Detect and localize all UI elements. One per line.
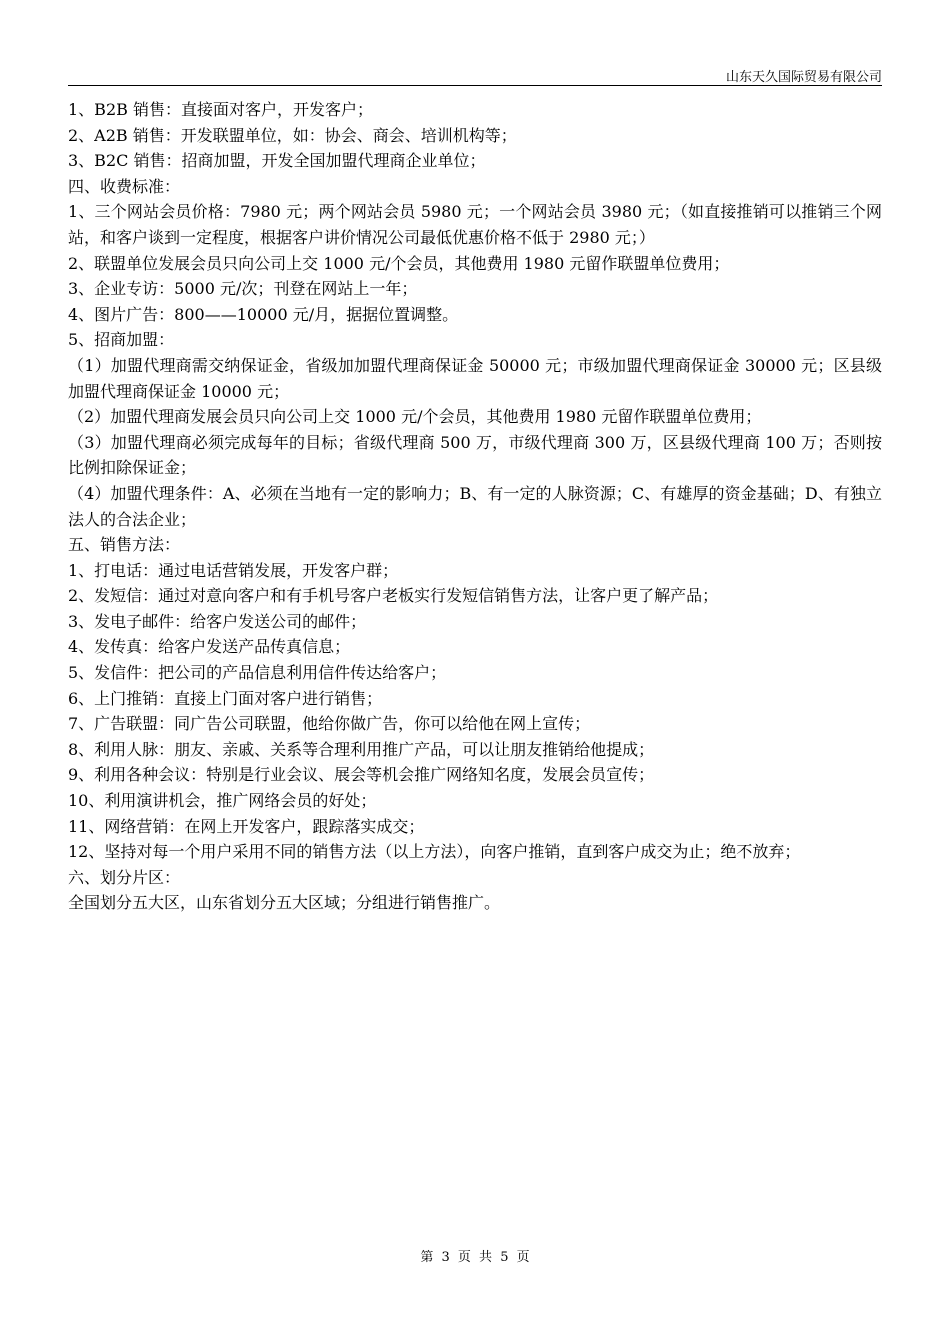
paragraph: 2、发短信：通过对意向客户和有手机号客户老板实行发短信销售方法，让客户更了解产品；: [68, 586, 719, 606]
paragraph: 1、B2B 销售：直接面对客户，开发客户；: [68, 100, 373, 119]
paragraph: （2）加盟代理商发展会员只向公司上交 1000 元/个会员，其他费用 1980 元留作联盟单位费用；: [68, 407, 762, 427]
paragraph: 5、发信件：把公司的产品信息利用信件传达给客户；: [68, 663, 447, 683]
paragraph: （1）加盟代理商需交纳保证金，省级加加盟代理商保证金 50000 元；市级加盟代理商保证金 30000 元；区县级加盟代理商保证金 10000 元；: [68, 355, 882, 401]
paragraph: 11、网络营销：在网上开发客户，跟踪落实成交；: [68, 816, 425, 836]
paragraph: 8、利用人脉：朋友、亲戚、关系等合理利用推广产品，可以让朋友推销给他提成；: [68, 739, 655, 759]
paragraph: 10、利用演讲机会，推广网络会员的好处；: [68, 791, 377, 811]
paragraph: （4）加盟代理条件：A、必须在当地有一定的影响力；B、有一定的人脉资源；C、有雄厚的资金基础；D、有独立法人的合法企业；: [68, 483, 882, 529]
section-heading: 六、划分片区：: [68, 867, 181, 887]
section-heading: 四、收费标准：: [68, 176, 181, 196]
paragraph: 5、招商加盟：: [68, 330, 175, 350]
paragraph: 3、发电子邮件：给客户发送公司的邮件；: [68, 611, 367, 631]
paragraph: 1、三个网站会员价格：7980 元；两个网站会员 5980 元；一个网站会员 3980 元；（如直接推销可以推销三个网站，和客户谈到一定程度，根据客户讲价情况公司最低优惠价格不低于 2980 元；）: [68, 202, 882, 247]
paragraph: 4、图片广告：800——10000 元/月，据据位置调整。: [68, 304, 459, 324]
header-company-name: 山东天久国际贸易有限公司: [725, 70, 882, 85]
document-body: [68, 97, 882, 916]
section-heading: 五、销售方法：: [68, 535, 181, 555]
paragraph: 9、利用各种会议：特别是行业会议、展会等机会推广网络知名度，发展会员宣传；: [68, 765, 655, 785]
paragraph: 2、联盟单位发展会员只向公司上交 1000 元/个会员，其他费用 1980 元留作联盟单位费用；: [68, 253, 730, 273]
paragraph: 2、A2B 销售：开发联盟单位，如：协会、商会、培训机构等；: [68, 125, 517, 145]
paragraph: 3、B2C 销售：招商加盟，开发全国加盟代理商企业单位；: [68, 151, 486, 171]
header-divider: [68, 85, 882, 86]
paragraph: 12、坚持对每一个用户采用不同的销售方法（以上方法），向客户推销，直到客户成交为止；绝不放弃；: [68, 842, 801, 862]
paragraph: 4、发传真：给客户发送产品传真信息；: [68, 637, 351, 657]
paragraph: （3）加盟代理商必须完成每年的目标；省级代理商 500 万，市级代理商 300 万，区县级代理商 100 万；否则按比例扣除保证金；: [68, 432, 882, 478]
paragraph: 7、广告联盟：同广告公司联盟，他给你做广告，你可以给他在网上宣传；: [68, 714, 591, 734]
paragraph: 1、打电话：通过电话营销发展，开发客户群；: [68, 560, 399, 580]
paragraph: 3、企业专访：5000 元/次；刊登在网站上一年；: [68, 279, 418, 299]
paragraph: 全国划分五大区，山东省划分五大区域；分组进行销售推广。: [68, 893, 501, 913]
paragraph: 6、上门推销：直接上门面对客户进行销售；: [68, 688, 383, 708]
page-number: 第 3 页 共 5 页: [420, 1250, 530, 1265]
